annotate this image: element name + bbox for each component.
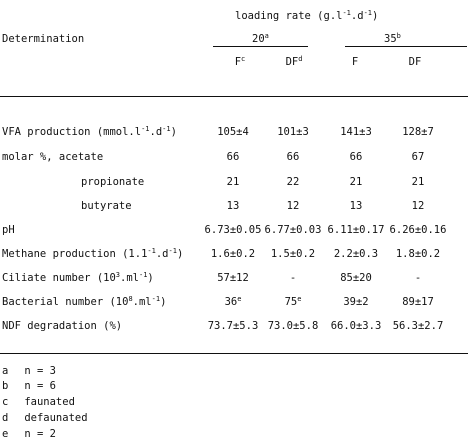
cell: 56.3±2.7 [392, 320, 444, 332]
cell: 6.77±0.03 [264, 224, 322, 236]
cell: 6.26±0.16 [389, 224, 447, 236]
cell: 13 [349, 200, 363, 212]
cell: 141±3 [340, 126, 372, 138]
cell: 66 [226, 151, 240, 163]
row-label-acetate: molar %, acetate [2, 151, 104, 163]
col-header-df-20: $DF^d$ [285, 55, 303, 68]
footnote-d: d defaunated [2, 412, 88, 424]
row-label-ph: pH [2, 224, 15, 236]
footnote-c: c faunated [2, 396, 75, 408]
row-label-methane-production: Methane production $(1.1^{-1}.d^{-1})$ [2, 247, 184, 260]
bottom-rule [0, 353, 468, 354]
row-label-ciliate-number: Ciliate number $(10^3.ml^{-1})$ [2, 271, 154, 284]
row-label-ndf-degradation: NDF degradation (%) [2, 320, 123, 332]
header-rule [0, 96, 468, 97]
cell: 66 [286, 151, 300, 163]
cell: 105±4 [217, 126, 249, 138]
cell: 1.8±0.2 [395, 248, 441, 260]
loading-rate-heading: loading rate $(g.l^{-1}.d^{-1})$ [235, 9, 379, 22]
cell: 12 [286, 200, 300, 212]
cell: 66.0±3.3 [330, 320, 382, 332]
cell: 2.2±0.3 [333, 248, 379, 260]
col-header-df-35: DF [408, 56, 422, 68]
cell: 21 [411, 176, 425, 188]
rule-rate-20 [213, 46, 308, 47]
row-label-bacterial-number: Bacterial number $(10^8.ml^{-1})$ [2, 295, 167, 308]
rule-rate-35 [345, 46, 467, 47]
col-header-f-35: F [351, 56, 359, 68]
cell: 1.6±0.2 [210, 248, 256, 260]
footnote-b: b n = 6 [2, 380, 56, 392]
cell: 6.73±0.05 [204, 224, 262, 236]
cell: 66 [349, 151, 363, 163]
row-label-butyrate: butyrate [81, 200, 132, 212]
cell: 89±17 [402, 296, 434, 308]
cell: 67 [411, 151, 425, 163]
cell: 1.5±0.2 [270, 248, 316, 260]
cell: 21 [226, 176, 240, 188]
cell: 36e [224, 295, 242, 308]
cell: 85±20 [340, 272, 372, 284]
cell: 13 [226, 200, 240, 212]
footnote-a: a n = 3 [2, 365, 56, 377]
rate-20-heading: 20$^a$ [252, 32, 269, 45]
cell: 101±3 [277, 126, 309, 138]
cell: 57±12 [217, 272, 249, 284]
row-label-propionate: propionate [81, 176, 145, 188]
cell: 128±7 [402, 126, 434, 138]
cell: 21 [349, 176, 363, 188]
cell: 75e [284, 295, 302, 308]
col-header-f-20: $F^c$ [234, 55, 246, 68]
cell: 73.0±5.8 [267, 320, 319, 332]
cell: 12 [411, 200, 425, 212]
footnote-e: e n = 2 [2, 428, 56, 440]
rate-35-heading: 35$^b$ [384, 32, 401, 45]
cell: - [289, 272, 297, 284]
determination-heading: Determination [2, 33, 85, 45]
cell: 6.11±0.17 [327, 224, 385, 236]
cell: 73.7±5.3 [207, 320, 259, 332]
cell: 39±2 [343, 296, 369, 308]
cell: 22 [286, 176, 300, 188]
cell: - [414, 272, 422, 284]
row-label-vfa-production: VFA production $(mmol.l^{-1}.d^{-1})$ [2, 125, 177, 138]
